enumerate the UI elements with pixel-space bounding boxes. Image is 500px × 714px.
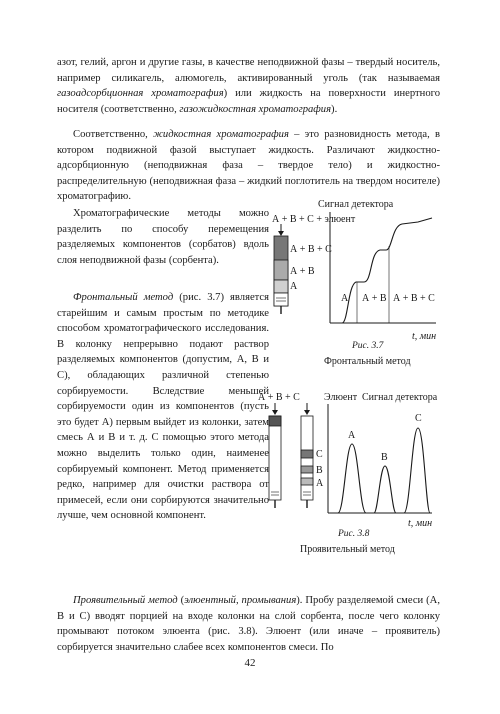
fig38-eluent-arrowhead [304, 410, 310, 415]
page-number: 42 [244, 657, 256, 669]
term-elution-method: Проявительный метод [73, 595, 178, 606]
fig37-caption-title: Фронтальный метод [324, 356, 411, 367]
fig38-band-c [301, 450, 313, 458]
fig38-sample-band [269, 416, 281, 426]
paragraph-gas-chromatography [57, 55, 440, 117]
fig38-input-label: А + В + С [258, 392, 300, 403]
fig37-zone-a [274, 280, 288, 293]
fig38-band-c-label: С [316, 449, 323, 460]
fig38-caption-number: Рис. 3.8 [338, 529, 370, 539]
fig38-caption-title: Проявительный метод [300, 544, 395, 555]
fig38-band-a-label: А [316, 478, 324, 489]
text-run: ). Пробу разделяемой смеси (А, В и С) вводят порцией на входе колонки на слой сорбента, после чего колонку промывают потоком элюента (рис. 3.8). Элюент (или иначе – проявитель) сорбируется значительно слабее всех компонентов смеси. По [57, 595, 440, 653]
fig37-step-a: А [341, 293, 349, 304]
fig37-zone-ab-label: А + В [290, 266, 315, 277]
text-run: Соответственно, [73, 129, 154, 140]
fig37-frontal-curve [330, 218, 432, 323]
fig37-step-ab: А + В [362, 293, 387, 304]
fig37-time-label: t, мин [412, 331, 437, 342]
fig38-band-b [301, 466, 313, 473]
paragraph-elution-method [57, 593, 440, 655]
fig38-column-start [269, 416, 281, 500]
fig38-band-b-label: В [316, 465, 323, 476]
fig37-step-abc: А + В + С [393, 293, 435, 304]
fig37-zone-ab [274, 260, 288, 280]
fig37-input-arrowhead [278, 231, 284, 236]
fig37-column-bottom [274, 293, 288, 306]
fig37-caption-number: Рис. 3.7 [352, 341, 384, 351]
text-run: ) или жидкость на поверхности инертного носителя (соответственно, [57, 88, 440, 115]
figure-3-7 [268, 190, 448, 370]
fig37-signal-label: Сигнал детектора [318, 199, 394, 210]
text-run: (рис. 3.7) является старейшим и самым простым по методике способом хроматографического исследования. В колонку непрерывно подают раствор разделяемых компонентов (допустим, А, В и С), обладающих различной степенью сорбируемости. Вследствие меньшей сорбируемости один из компонентов (пусть это будет А) первым выйдет из колонки, затем смесь А и В и т. д. С помощью этого метода можно выделить только один, наименее сорбируемый компонент. Метод применяется редко, например для очистки раствора от примесей, если они сорбируются значительно лучше, чем основной компонент. [57, 292, 269, 522]
fig37-input-label: А + В + С + элюент [272, 214, 356, 225]
term-gas-adsorption: газоадсорбционная хроматография [57, 88, 224, 100]
fig38-peak-a-label: А [348, 430, 356, 441]
fig38-input-arrowhead [272, 410, 278, 415]
fig37-zone-abc-label: А + В + С [290, 244, 332, 255]
text-run: ). [331, 103, 338, 115]
fig38-peak-c-label: С [415, 413, 422, 424]
term-frontal-method: Фронтальный метод [73, 292, 174, 303]
text-run: – это разновидность метода, в котором подвижной фазой выступает жидкость. Различают жидкостно-адсорбционную (неподвижная фаза – твердое тело) и жидкостно-распределительную (неподвижная фаза – жидкий поглотитель на твердом носителе) хроматографию. [57, 129, 440, 203]
text-run: азот, гелий, аргон и другие газы, в качестве неподвижной фазы – твердый носитель, например силикагель, алюмогель, активированный уголь (так называемая [57, 57, 440, 84]
term-elution-synonyms: элюентный, промывания [184, 595, 297, 606]
paragraph-classification: Хроматографические методы можно разделить по способу перемещения разделяемых компонентов (сорбатов) вдоль слоя неподвижной фазы (сорбента). [57, 208, 269, 266]
fig37-zone-a-label: А [290, 281, 298, 292]
fig38-peak-b-label: В [381, 452, 388, 463]
fig38-elution-peaks [328, 428, 430, 513]
figure-3-8 [258, 390, 448, 568]
fig38-signal-label: Сигнал детектора [362, 392, 438, 403]
term-gas-liquid: газожидкостная хроматография [179, 103, 332, 115]
fig38-band-a [301, 478, 313, 485]
paragraph-frontal-method [57, 290, 269, 524]
term-liquid-chromatography: жидкостная хроматография [153, 129, 289, 140]
fig38-time-label: t, мин [408, 518, 433, 529]
fig38-eluent-label: Элюент [324, 392, 358, 403]
text-run: ( [177, 595, 185, 606]
